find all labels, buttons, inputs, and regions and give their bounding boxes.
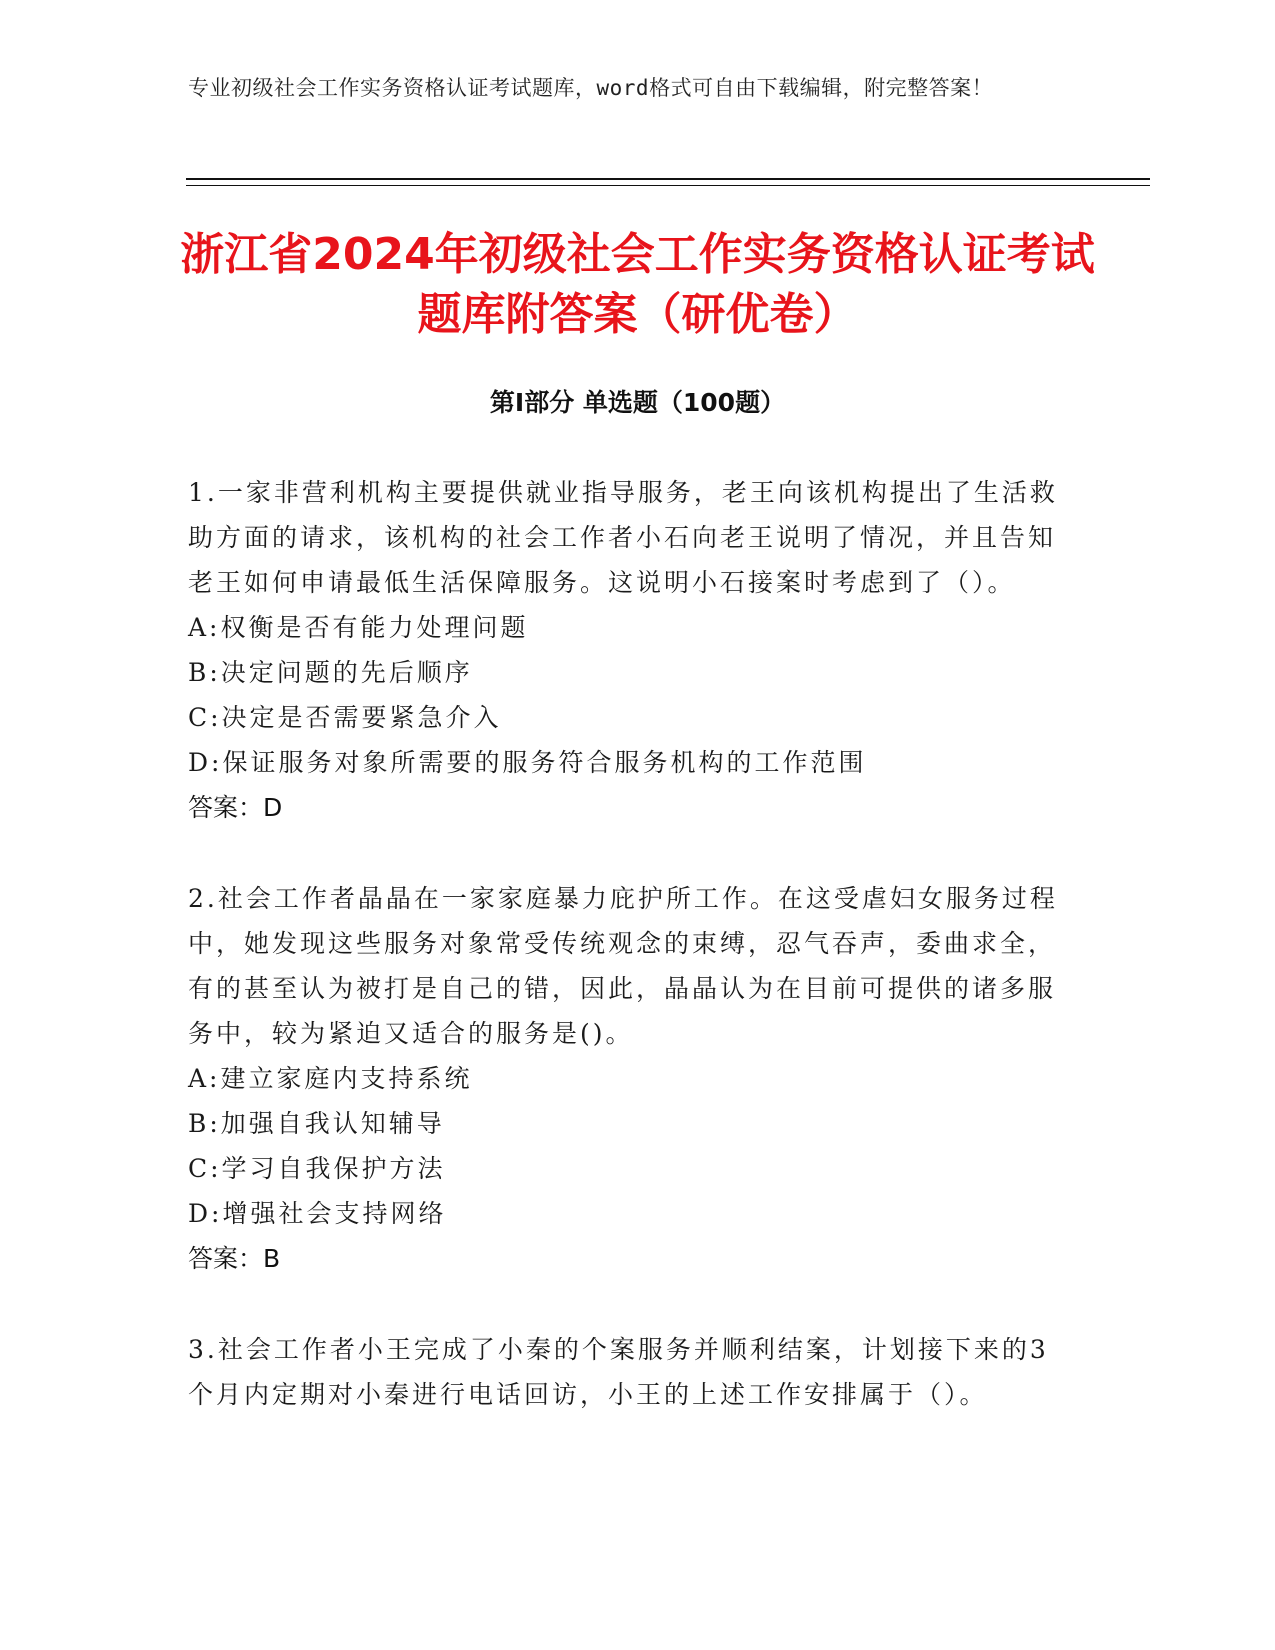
- option-c: C:决定是否需要紧急介入: [188, 703, 502, 732]
- question-stem: 2.社会工作者晶晶在一家家庭暴力庇护所工作。在这受虐妇女服务过程中，她发现这些服务对象常受传统观念的束缚，忍气吞声，委曲求全，有的甚至认为被打是自己的错，因此，晶晶认为在目前可提供的诸多服务中，较为紧迫又适合的服务是()。: [188, 884, 1058, 1048]
- question-2: [188, 876, 1058, 1281]
- answer: 答案：D: [188, 793, 283, 822]
- header-rule-thick: [186, 178, 1150, 180]
- header-rule-thin: [186, 185, 1150, 186]
- option-d: D:保证服务对象所需要的服务符合服务机构的工作范围: [188, 748, 867, 777]
- page-header: 专业初级社会工作实务资格认证考试题库，word格式可自由下载编辑，附完整答案！: [188, 76, 994, 100]
- option-a: A:建立家庭内支持系统: [188, 1064, 473, 1093]
- option-b: B:加强自我认知辅导: [188, 1109, 445, 1138]
- option-b: B:决定问题的先后顺序: [188, 658, 473, 687]
- option-d: D:增强社会支持网络: [188, 1199, 447, 1228]
- document-title: 浙江省2024年初级社会工作实务资格认证考试题库附答案（研优卷）: [180, 229, 1095, 340]
- answer: 答案：B: [188, 1244, 281, 1273]
- question-stem: 3.社会工作者小王完成了小秦的个案服务并顺利结案，计划接下来的3个月内定期对小秦进行电话回访，小王的上述工作安排属于（）。: [188, 1335, 1049, 1409]
- section-title: 第I部分 单选题（100题）: [489, 388, 786, 417]
- option-c: C:学习自我保护方法: [188, 1154, 446, 1183]
- option-a: A:权衡是否有能力处理问题: [188, 613, 529, 642]
- question-stem: 1.一家非营利机构主要提供就业指导服务，老王向该机构提出了生活救助方面的请求，该机构的社会工作者小石向老王说明了情况，并且告知老王如何申请最低生活保障服务。这说明小石接案时考虑到了（）。: [188, 478, 1058, 597]
- question-1: [188, 470, 1058, 830]
- question-3: [188, 1327, 1058, 1417]
- question-list: [188, 470, 1058, 1463]
